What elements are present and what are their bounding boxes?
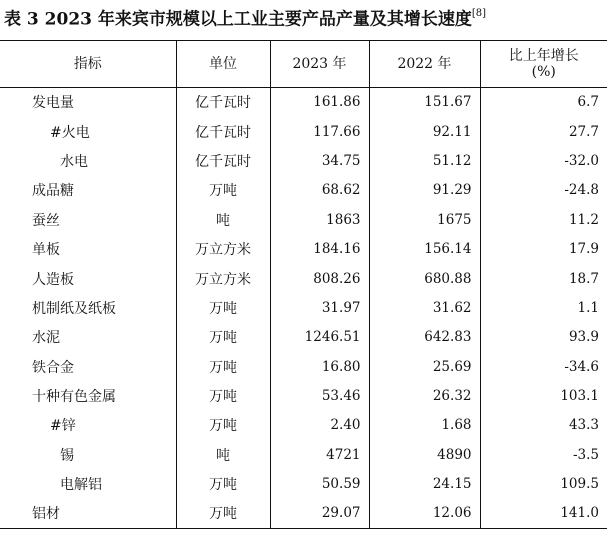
table-row xyxy=(0,205,607,234)
header-unit: 单位 xyxy=(176,41,270,88)
row-indicator: 发电量 xyxy=(32,95,74,112)
row-unit: 万吨 xyxy=(176,499,270,528)
row-indicator: #火电 xyxy=(50,124,90,141)
row-2023-value: 68.62 xyxy=(270,176,369,205)
table-row xyxy=(0,411,607,440)
header-growth-label: 比上年增长 xyxy=(508,48,579,64)
row-unit: 万吨 xyxy=(176,323,270,352)
row-unit: 万吨 xyxy=(176,411,270,440)
row-unit: 万吨 xyxy=(176,381,270,410)
row-indicator: 成品糖 xyxy=(32,183,74,200)
row-indicator: 单板 xyxy=(32,242,60,259)
row-growth-value: 11.2 xyxy=(480,205,607,234)
row-2023-value: 2.40 xyxy=(270,411,369,440)
row-2022-value: 12.06 xyxy=(369,499,480,528)
row-unit: 万立方米 xyxy=(176,234,270,263)
table-row xyxy=(0,146,607,175)
table-row xyxy=(0,352,607,381)
row-2023-value: 50.59 xyxy=(270,470,369,499)
row-2023-value: 16.80 xyxy=(270,352,369,381)
row-2023-value: 1863 xyxy=(270,205,369,234)
row-growth-value: 1.1 xyxy=(480,293,607,322)
row-2022-value: 25.69 xyxy=(369,352,480,381)
table-row xyxy=(0,323,607,352)
row-2022-value: 642.83 xyxy=(369,323,480,352)
row-2023-value: 31.97 xyxy=(270,293,369,322)
row-indicator: 人造板 xyxy=(32,271,74,288)
table-row xyxy=(0,293,607,322)
row-growth-value: -24.8 xyxy=(480,176,607,205)
row-indicator: 十种有色金属 xyxy=(32,389,116,406)
row-unit: 亿千瓦时 xyxy=(176,88,270,117)
row-unit: 吨 xyxy=(176,205,270,234)
table-row xyxy=(0,117,607,146)
row-unit: 万吨 xyxy=(176,293,270,322)
header-row xyxy=(0,41,607,88)
row-growth-value: 27.7 xyxy=(480,117,607,146)
row-unit: 万立方米 xyxy=(176,264,270,293)
table-title-text: 表 3 2023 年来宾市规模以上工业主要产品产量及其增长速度 xyxy=(4,9,472,30)
table-row xyxy=(0,381,607,410)
row-unit: 万吨 xyxy=(176,470,270,499)
header-indicator: 指标 xyxy=(0,41,176,88)
row-2023-value: 1246.51 xyxy=(270,323,369,352)
header-growth-unit: (%) xyxy=(531,64,556,80)
table-row xyxy=(0,440,607,469)
row-2022-value: 156.14 xyxy=(369,234,480,263)
table-row xyxy=(0,499,607,528)
row-2022-value: 31.62 xyxy=(369,293,480,322)
row-growth-value: 103.1 xyxy=(480,381,607,410)
row-2022-value: 24.15 xyxy=(369,470,480,499)
row-2023-value: 29.07 xyxy=(270,499,369,528)
table-row xyxy=(0,176,607,205)
row-indicator: #锌 xyxy=(50,418,76,435)
table-title xyxy=(4,4,486,32)
production-table xyxy=(0,40,607,529)
row-unit: 吨 xyxy=(176,440,270,469)
row-2023-value: 117.66 xyxy=(270,117,369,146)
row-growth-value: 109.5 xyxy=(480,470,607,499)
row-2022-value: 26.32 xyxy=(369,381,480,410)
row-unit: 亿千瓦时 xyxy=(176,146,270,175)
row-2022-value: 680.88 xyxy=(369,264,480,293)
table-row xyxy=(0,470,607,499)
row-indicator: 铁合金 xyxy=(32,359,74,376)
row-growth-value: 93.9 xyxy=(480,323,607,352)
header-growth xyxy=(480,41,607,88)
row-growth-value: 18.7 xyxy=(480,264,607,293)
row-growth-value: 6.7 xyxy=(480,88,607,117)
row-2022-value: 92.11 xyxy=(369,117,480,146)
table-row xyxy=(0,264,607,293)
row-2022-value: 151.67 xyxy=(369,88,480,117)
row-unit: 万吨 xyxy=(176,352,270,381)
row-growth-value: -32.0 xyxy=(480,146,607,175)
row-2023-value: 161.86 xyxy=(270,88,369,117)
row-growth-value: -3.5 xyxy=(480,440,607,469)
row-2022-value: 1.68 xyxy=(369,411,480,440)
row-indicator: 锡 xyxy=(60,447,74,464)
row-2022-value: 1675 xyxy=(369,205,480,234)
row-2023-value: 34.75 xyxy=(270,146,369,175)
table-row xyxy=(0,234,607,263)
row-2022-value: 91.29 xyxy=(369,176,480,205)
row-2023-value: 808.26 xyxy=(270,264,369,293)
row-indicator: 蚕丝 xyxy=(32,212,60,229)
table-row xyxy=(0,88,607,117)
header-2022: 2022 年 xyxy=(369,41,480,88)
row-indicator: 水电 xyxy=(60,153,88,170)
row-unit: 亿千瓦时 xyxy=(176,117,270,146)
row-2023-value: 53.46 xyxy=(270,381,369,410)
row-2022-value: 4890 xyxy=(369,440,480,469)
row-unit: 万吨 xyxy=(176,176,270,205)
header-2023: 2023 年 xyxy=(270,41,369,88)
row-growth-value: 17.9 xyxy=(480,234,607,263)
row-indicator: 机制纸及纸板 xyxy=(32,300,116,317)
row-growth-value: 141.0 xyxy=(480,499,607,528)
row-growth-value: 43.3 xyxy=(480,411,607,440)
row-2023-value: 184.16 xyxy=(270,234,369,263)
row-2023-value: 4721 xyxy=(270,440,369,469)
row-indicator: 电解铝 xyxy=(60,477,102,494)
row-indicator: 铝材 xyxy=(0,499,176,528)
row-growth-value: -34.6 xyxy=(480,352,607,381)
row-indicator: 水泥 xyxy=(32,330,60,347)
row-2022-value: 51.12 xyxy=(369,146,480,175)
footnote-ref: [8] xyxy=(471,8,487,19)
